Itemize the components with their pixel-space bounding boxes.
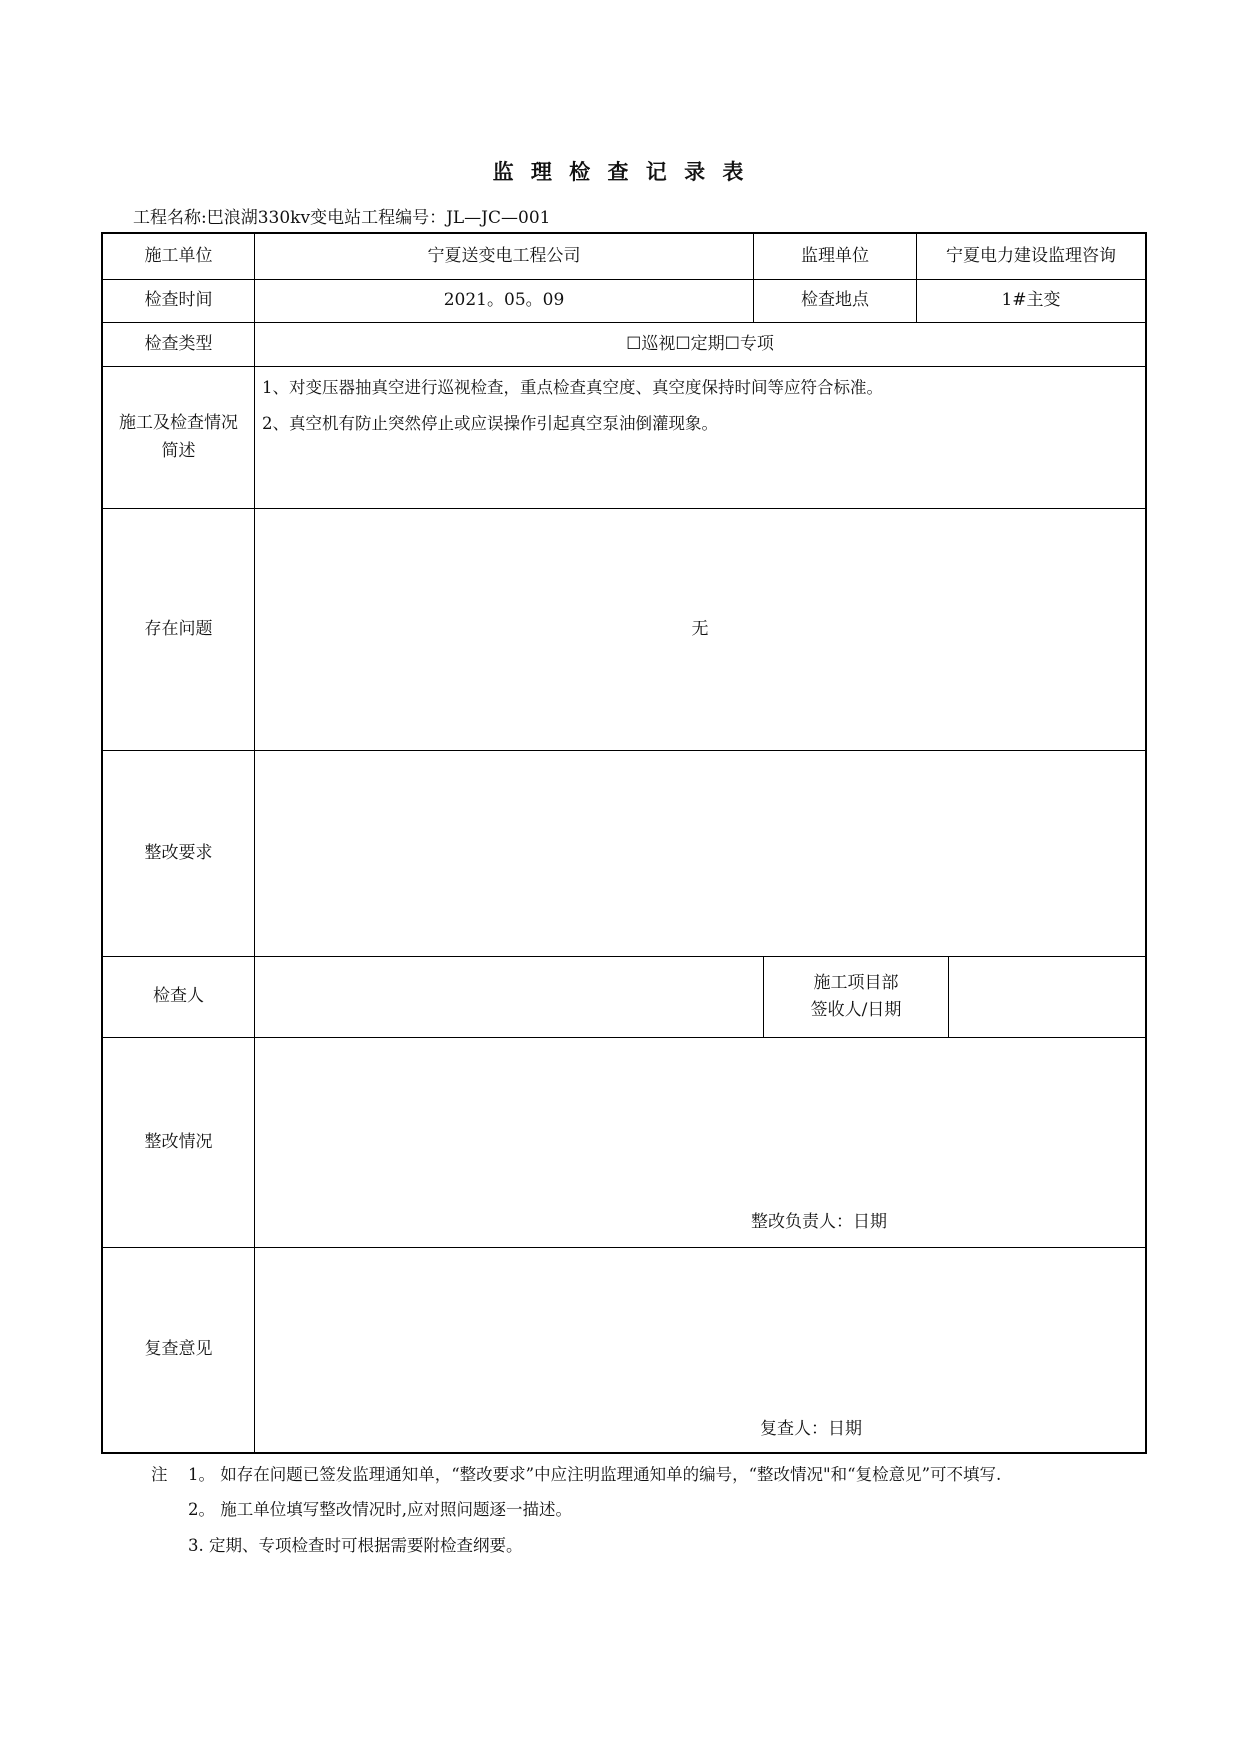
inspection-location-label: 检查地点 <box>801 290 869 311</box>
rectification-status-label: 整改情况 <box>144 1131 213 1152</box>
construction-unit-label: 施工单位 <box>144 245 213 266</box>
summary-line-1: 1、对变压器抽真空进行巡视检查，重点检查真空度、真空度保持时间等应符合标准。 <box>262 378 883 397</box>
supervision-unit-value: 宁夏电力建设监理咨询 <box>946 245 1116 266</box>
label-line: 简述 <box>161 440 196 461</box>
rectification-requirements-label: 整改要求 <box>144 842 213 863</box>
existing-issues-label: 存在问题 <box>144 618 213 639</box>
inspector-value[interactable] <box>255 957 763 1037</box>
summary-line-2: 2、真空机有防止突然停止或应误操作引起真空泵油倒灌现象。 <box>262 414 718 433</box>
note-2: 2。 施工单位填写整改情况时,应对照问题逐一描述。 <box>188 1500 572 1519</box>
rectification-requirements-value[interactable] <box>255 751 1145 956</box>
note-3: 3. 定期、专项检查时可根据需要附检查纲要。 <box>188 1536 523 1555</box>
construction-unit-value: 宁夏送变电工程公司 <box>427 245 581 266</box>
row-divider <box>101 1247 1147 1248</box>
label-line: 施工项目部 <box>813 972 899 993</box>
project-dept-signoff-value[interactable] <box>949 957 1145 1037</box>
table-border-right <box>1145 232 1147 1454</box>
inspector-label: 检查人 <box>153 986 204 1007</box>
notes-prefix: 注 <box>151 1465 168 1484</box>
label-line: 签收人/日期 <box>810 1000 902 1020</box>
row-divider <box>101 1037 1147 1038</box>
reviewer-date: 复查人：日期 <box>760 1419 862 1439</box>
project-info-line: 工程名称:巴浪湖330kv变电站工程编号：JL—JC—001 <box>133 208 551 228</box>
supervision-unit-label: 监理单位 <box>801 245 869 266</box>
review-opinion-label: 复查意见 <box>144 1339 213 1360</box>
construction-inspection-summary-label <box>103 367 254 508</box>
row-divider <box>101 366 1147 367</box>
rectification-responsible-date: 整改负责人：日期 <box>751 1212 887 1232</box>
inspection-location-value: 1#主变 <box>1001 290 1061 311</box>
label-line: 施工及检查情况 <box>119 413 238 434</box>
existing-issues-value: 无 <box>691 618 709 639</box>
form-title: 监 理 检 查 记 录 表 <box>492 160 749 184</box>
inspection-type-label: 检查类型 <box>144 333 213 354</box>
note-1: 1。 如存在问题已签发监理通知单，“整改要求”中应注明监理通知单的编号，“整改情况"和“复检意见”可不填写. <box>188 1465 1002 1484</box>
inspection-time-value: 2021。05。09 <box>443 290 565 311</box>
table-border-bottom <box>101 1452 1147 1454</box>
project-dept-signoff-label <box>764 957 948 1037</box>
inspection-type-options[interactable]: ☐巡视☐定期☐专项 <box>626 333 774 354</box>
inspection-time-label: 检查时间 <box>144 290 213 311</box>
